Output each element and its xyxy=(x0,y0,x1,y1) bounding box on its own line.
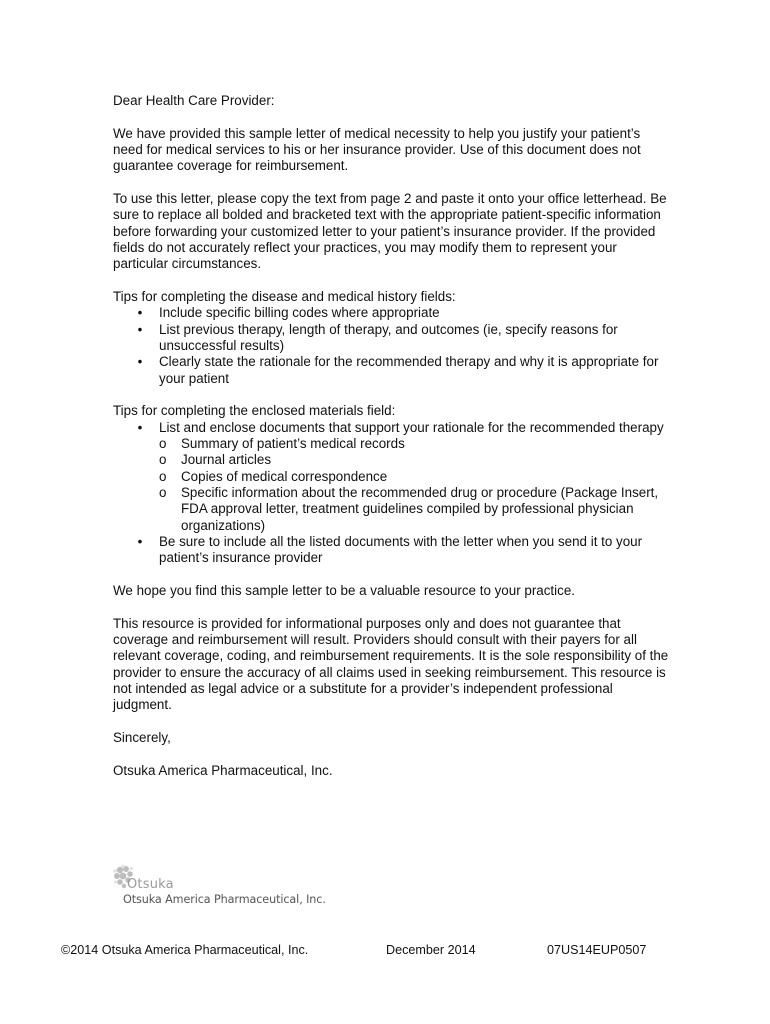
list-item-text: List and enclose documents that support your rationale for the recommended therapy xyxy=(159,419,664,435)
circle-bullet-icon: o xyxy=(159,452,167,468)
list-item xyxy=(113,420,673,534)
sub-list-item xyxy=(159,469,673,485)
logo-wordmark: Otsuka xyxy=(127,877,174,892)
logo-company-name: Otsuka America Pharmaceutical, Inc. xyxy=(123,893,326,906)
salutation: Dear Health Care Provider: xyxy=(113,93,275,108)
sub-list-item-text: Specific information about the recommended drug or procedure (Package Insert, FDA approval letter, treatment guidelines compiled by professional physician organizations) xyxy=(181,484,659,533)
closing: Sincerely, xyxy=(113,730,171,745)
bullet-icon: • xyxy=(137,533,143,549)
circle-bullet-icon: o xyxy=(159,468,167,484)
tips-materials-list xyxy=(113,420,673,567)
bullet-icon: • xyxy=(137,354,143,370)
sub-list-item xyxy=(159,485,673,534)
tips-history-heading: Tips for completing the disease and medical history fields: xyxy=(113,289,456,305)
bullet-icon: • xyxy=(137,321,143,337)
circle-bullet-icon: o xyxy=(159,436,167,452)
list-item-text: Clearly state the rationale for the recommended therapy and why it is appropriate for your patient xyxy=(159,354,659,386)
list-item xyxy=(113,305,673,321)
footer-document-code: 07US14EUP0507 xyxy=(547,943,647,957)
instructions-paragraph: To use this letter, please copy the text from page 2 and paste it onto your office letterhead. Be sure to replace all bolded and bracketed text with the appropriate patient-specific information before forwarding your customized letter to your patient’s insurance provider. If the provided fields do not accurately reflect your practices, you may modify them to represent your particular circumstances. xyxy=(113,191,667,272)
list-item-text: List previous therapy, length of therapy, and outcomes (ie, specify reasons for unsuccessful results) xyxy=(159,321,618,354)
list-item-text: Include specific billing codes where appropriate xyxy=(159,305,440,321)
company-logo xyxy=(112,863,352,909)
closing-paragraph: We hope you find this sample letter to be a valuable resource to your practice. xyxy=(113,582,575,598)
circle-bullet-icon: o xyxy=(159,484,167,500)
disclaimer-paragraph: This resource is provided for informational purposes only and does not guarantee that coverage and reimbursement will result. Providers should consult with their payers for all relevant coverage, coding, and reimbursement requirements. It is the sole responsibility of the provider to ensure the accuracy of all claims used in seeking reimbursement. This resource is not intended as legal advice or a substitute for a provider’s independent professional judgment. xyxy=(113,615,669,713)
list-item xyxy=(113,354,673,387)
signature: Otsuka America Pharmaceutical, Inc. xyxy=(113,762,333,778)
sub-list-item-text: Journal articles xyxy=(181,452,272,468)
list-item xyxy=(113,534,673,567)
sub-list-item-text: Summary of patient’s medical records xyxy=(181,436,405,452)
intro-paragraph: We have provided this sample letter of medical necessity to help you justify your patient’s need for medical services to his or her insurance provider. Use of this document does not guarantee coverage for reimbursement. xyxy=(113,125,641,174)
bullet-icon: • xyxy=(137,305,143,321)
footer-date: December 2014 xyxy=(386,943,476,957)
bullet-icon: • xyxy=(137,419,143,435)
sub-list-item xyxy=(159,436,673,452)
list-item-text: Be sure to include all the listed documents with the letter when you send it to your patient’s insurance provider xyxy=(159,533,643,566)
sub-list-item-text: Copies of medical correspondence xyxy=(181,468,388,484)
tips-history-list xyxy=(113,305,673,386)
list-item xyxy=(113,322,673,355)
sub-list-item xyxy=(159,452,673,468)
materials-sub-list xyxy=(159,436,673,534)
footer-copyright: ©2014 Otsuka America Pharmaceutical, Inc. xyxy=(61,943,309,957)
tips-materials-heading: Tips for completing the enclosed materials field: xyxy=(113,403,396,419)
letter-body xyxy=(113,93,673,796)
